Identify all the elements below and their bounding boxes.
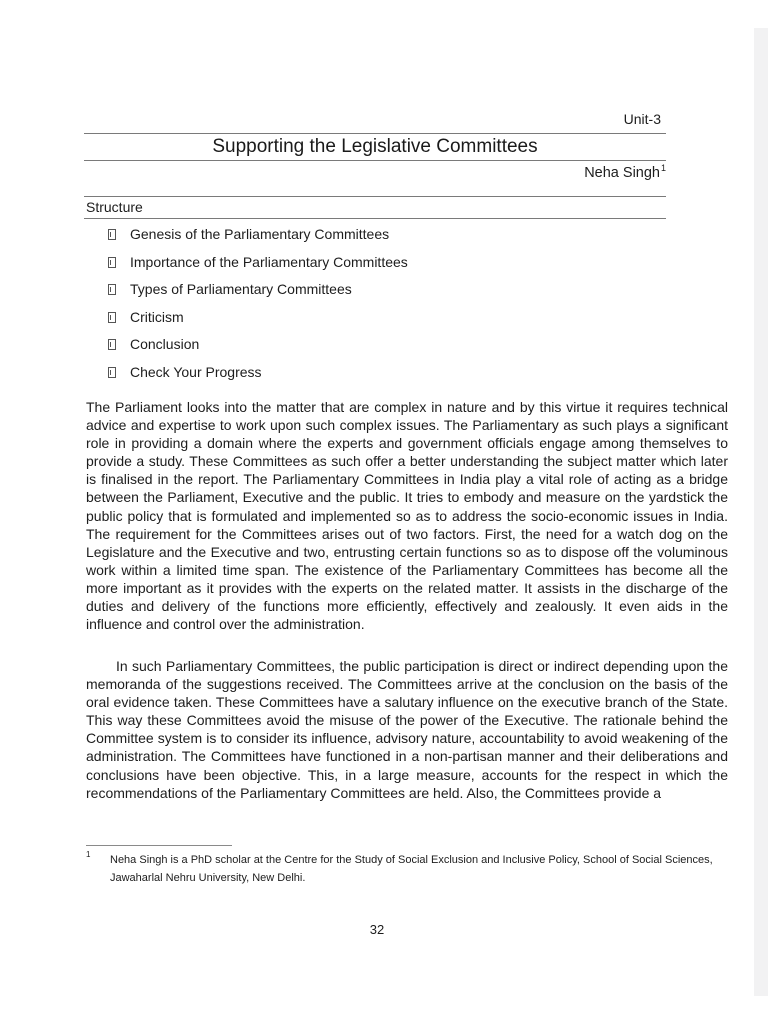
- structure-rule-bottom: [84, 218, 666, 219]
- checkbox-bullet-icon: [108, 312, 116, 323]
- footnote-rule: [86, 845, 232, 846]
- checkbox-bullet-icon: [108, 284, 116, 295]
- unit-label: Unit-3: [623, 111, 661, 127]
- checkbox-bullet-icon: [108, 257, 116, 268]
- header-rule-bottom: [84, 160, 666, 161]
- body-paragraph-2: In such Parliamentary Committees, the public participation is direct or indirect depending upon the memoranda of the suggestions received. The Committees arrive at the conclusion on the basis of the oral evidence taken. These Committees have a salutary influence on the executive branch of the State. This way these Committees avoid the misuse of the power of the Executive. The rationale behind the Committee system is to consider its influence, advisory nature, accountability to avoid weakening of the administration. The Committees have functioned in a non-partisan manner and their deliberations and conclusions have been objective. This, in a large measure, accounts for the respect in which the recommendations of the Parliamentary Committees are held. Also, the Committees provide a: [86, 658, 728, 801]
- author-line: [584, 163, 666, 181]
- author-name: Neha Singh: [584, 164, 660, 181]
- structure-rule-top: [84, 196, 666, 197]
- structure-heading: Structure: [86, 199, 143, 215]
- structure-list: [108, 226, 408, 391]
- header-rule-top: [84, 133, 666, 134]
- author-footnote-mark: 1: [660, 163, 666, 173]
- list-item: Genesis of the Parliamentary Committees: [108, 226, 408, 254]
- list-item: Types of Parliamentary Committees: [108, 281, 408, 309]
- list-item: Importance of the Parliamentary Committees: [108, 254, 408, 282]
- checkbox-bullet-icon: [108, 367, 116, 378]
- body-paragraph-1: The Parliament looks into the matter that are complex in nature and by this virtue it requires technical advice and expertise to work upon such complex issues. The Parliamentary as such plays a significant role in providing a domain where the experts and government officials engage among themselves to provide a study. These Committees as such offer a better understanding the subject matter which later is finalised in the report. The Parliamentary Committees in India play a vital role of acting as a bridge between the Parliament, Executive and the public. It tries to embody and measure on the yardstick the public policy that is formulated and implemented so as to address the socio-economic issues in India. The requirement for the Committees arises out of two factors. First, the need for a watch dog on the Legislature and the Executive and two, entrusting certain functions so as to dispose off the voluminous work within a limited time span. The existence of the Parliamentary Committees has become all the more important as it provides with the experts on the related matter. It assists in the discharge of the duties and delivery of the functions more efficiently, effectively and zealously. It even aids in the influence and control over the administration.: [86, 399, 728, 633]
- footnote-number: 1: [86, 850, 91, 859]
- page-number: 32: [369, 922, 385, 937]
- list-item: Criticism: [108, 309, 408, 337]
- page-title: Supporting the Legislative Committees: [212, 136, 538, 157]
- list-item: Conclusion: [108, 336, 408, 364]
- checkbox-bullet-icon: [108, 229, 116, 240]
- scrollbar-track[interactable]: [754, 28, 768, 996]
- checkbox-bullet-icon: [108, 339, 116, 350]
- footnote-text: Neha Singh is a PhD scholar at the Centre for the Study of Social Exclusion and Inclusive Policy, School of Social Sciences, Jawaharlal Nehru University, New Delhi.: [110, 854, 713, 884]
- list-item: Check Your Progress: [108, 364, 408, 392]
